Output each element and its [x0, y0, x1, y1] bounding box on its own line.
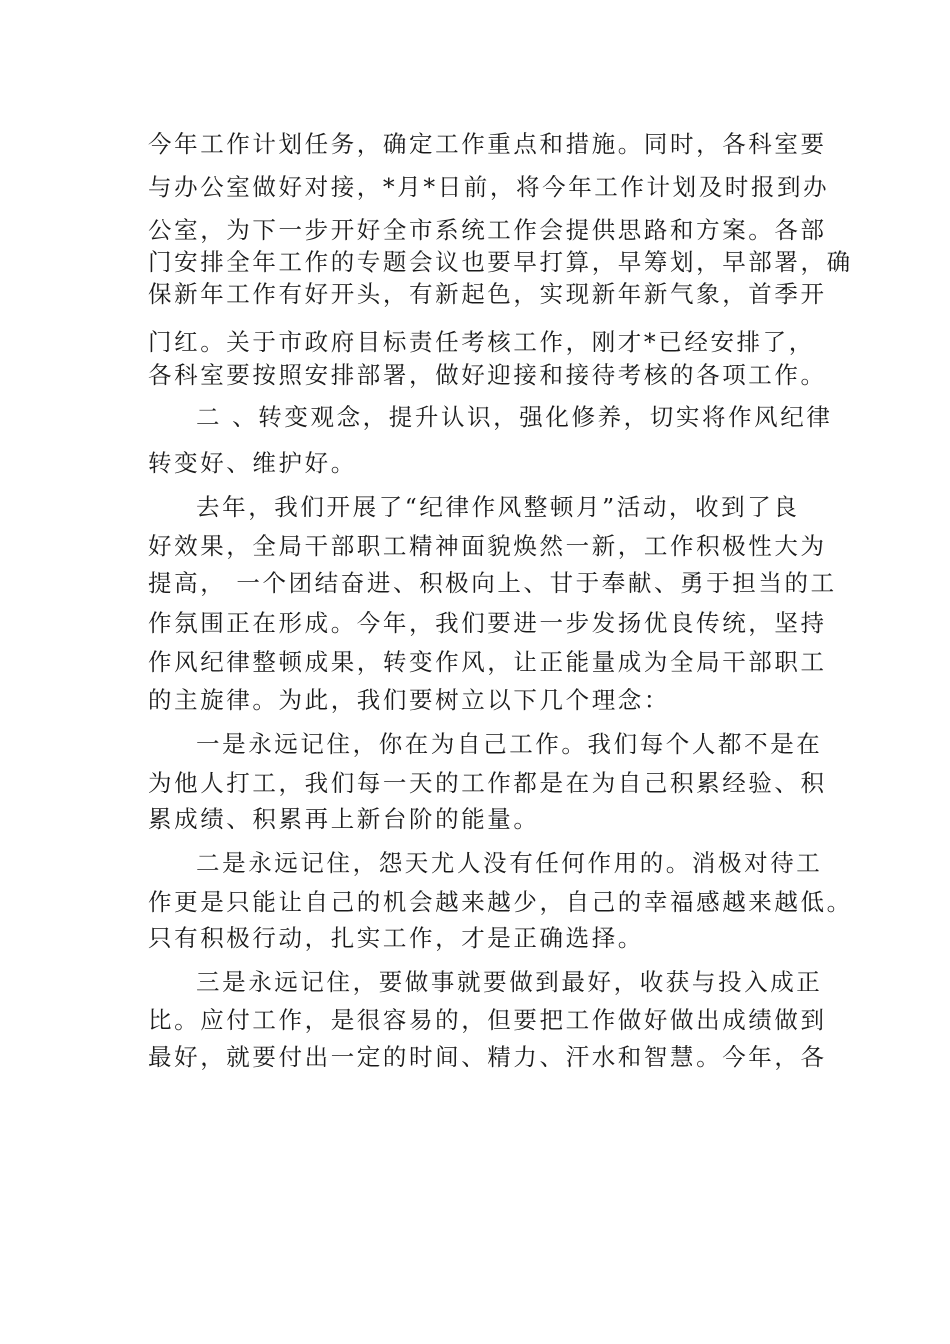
section-heading: 二 、转变观念，提升认识，强化修养，切实将作风纪律 [196, 403, 833, 431]
text-line: 作风纪律整顿成果，转变作风，让正能量成为全局干部职工 [148, 648, 827, 676]
paragraph-start: 二是永远记住，怨天尤人没有任何作用的。消极对待工 [196, 849, 823, 877]
section-heading-continued: 转变好、维护好。 [148, 449, 357, 477]
text-line: 公室，为下一步开好全市系统工作会提供思路和方案。各部 [148, 216, 827, 244]
text-line: 门红。关于市政府目标责任考核工作，刚才*已经安排了， [148, 328, 815, 356]
text-line: 各科室要按照安排部署，做好迎接和接待考核的各项工作。 [148, 361, 827, 389]
paragraph-start: 去年，我们开展了“纪律作风整顿月”活动，收到了良 [196, 493, 800, 521]
paragraph-start: 一是永远记住，你在为自己工作。我们每个人都不是在 [196, 730, 823, 758]
paragraph-start: 三是永远记住，要做事就要做到最好，收获与投入成正 [196, 968, 823, 996]
text-line: 作更是只能让自己的机会越来越少，自己的幸福感越来越低。 [148, 888, 853, 916]
text-line: 为他人打工，我们每一天的工作都是在为自己积累经验、积 [148, 769, 827, 797]
text-line: 只有积极行动，扎实工作，才是正确选择。 [148, 924, 644, 952]
text-line: 门安排全年工作的专题会议也要早打算，早筹划，早部署，确 [148, 248, 853, 276]
text-line: 提高， 一个团结奋进、积极向上、甘于奉献、勇于担当的工 [148, 569, 837, 597]
text-line: 比。应付工作，是很容易的，但要把工作做好做出成绩做到 [148, 1006, 827, 1034]
text-line: 今年工作计划任务，确定工作重点和措施。同时，各科室要 [148, 130, 827, 158]
text-line: 累成绩、积累再上新台阶的能量。 [148, 805, 540, 833]
text-line: 最好，就要付出一定的时间、精力、汗水和智慧。今年，各 [148, 1043, 827, 1071]
text-line: 保新年工作有好开头，有新起色，实现新年新气象，首季开 [148, 280, 827, 308]
text-line: 与办公室做好对接，*月*日前，将今年工作计划及时报到办 [148, 173, 830, 201]
text-line: 作氛围正在形成。今年，我们要进一步发扬优良传统，坚持 [148, 609, 827, 637]
text-line: 的主旋律。为此，我们要树立以下几个理念： [148, 686, 670, 714]
text-line: 好效果，全局干部职工精神面貌焕然一新，工作积极性大为 [148, 532, 827, 560]
